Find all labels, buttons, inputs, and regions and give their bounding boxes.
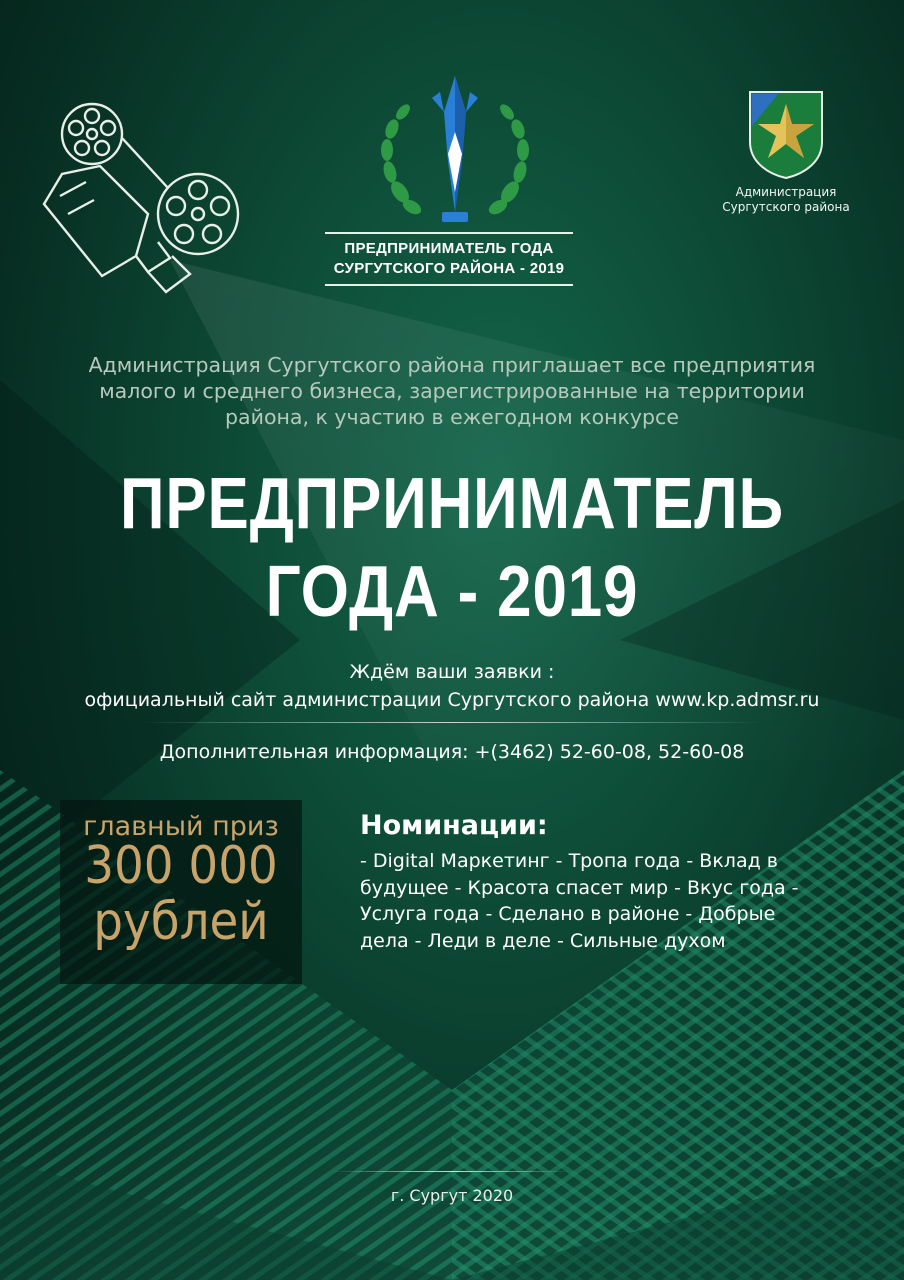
- intro-line2: малого и среднего бизнеса, зарегистрированные на территории: [99, 379, 805, 403]
- trophy-laurel-icon: [370, 72, 540, 232]
- headline-line2: ГОДА - 2019: [265, 552, 639, 632]
- film-projector-icon: [40, 96, 250, 296]
- nominations-line2: будущее - Красота спасет мир - Вкус года -: [360, 876, 799, 899]
- divider: [140, 722, 764, 723]
- administration-label-line2: Сургутского района: [722, 200, 850, 214]
- footer-text: г. Сургут 2020: [390, 1186, 514, 1205]
- intro-text: [40, 352, 864, 430]
- intro-line1: Администрация Сургутского района приглашает все предприятия: [88, 353, 816, 377]
- award-title-line1: ПРЕДПРИНИМАТЕЛЬ ГОДА: [344, 240, 554, 257]
- administration-label: [700, 185, 872, 215]
- coat-of-arms-icon: [748, 90, 824, 180]
- nominations-line3: Услуга года - Сделано в районе - Добрые: [360, 903, 776, 925]
- apply-line2: официальный сайт администрации Сургутского района www.kp.admsr.ru: [84, 689, 820, 711]
- application-info: [0, 658, 904, 714]
- prize-label: главный приз: [83, 811, 279, 842]
- award-title: [325, 232, 573, 286]
- administration-label-line1: Администрация: [735, 185, 837, 199]
- prize-currency: рублей: [93, 892, 269, 952]
- headline: [63, 460, 840, 636]
- nominations-line1: - Digital Маркетинг - Тропа года - Вклад в: [360, 850, 778, 872]
- headline-line1: ПРЕДПРИНИМАТЕЛЬ: [120, 464, 784, 544]
- intro-line3: района, к участию в ежегодном конкурсе: [225, 405, 679, 429]
- award-title-line2: СУРГУТСКОГО РАЙОНА - 2019: [333, 260, 565, 277]
- nominations-list: [360, 848, 840, 954]
- apply-line1: Ждём ваши заявки :: [349, 661, 555, 683]
- nominations-line4: дела - Леди в деле - Сильные духом: [360, 929, 726, 952]
- prize-amount: [72, 838, 290, 950]
- contact-info: Дополнительная информация: +(3462) 52-60-08, 52-60-08: [159, 741, 745, 763]
- prize-amount-value: 300 000: [84, 836, 278, 896]
- footer-divider: [330, 1171, 574, 1172]
- nominations-title: Номинации:: [360, 810, 548, 841]
